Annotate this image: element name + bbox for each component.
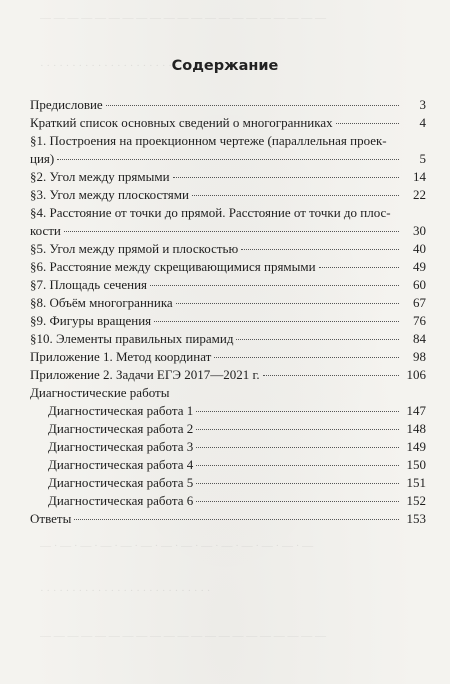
toc-entry-label: Приложение 1. Метод координат: [30, 349, 212, 364]
toc-entry-wrapped: [30, 204, 426, 240]
toc-entry-label-line2: ция): [30, 151, 55, 166]
toc-page-number: 3: [419, 97, 426, 112]
toc-entry-label: Диагностическая работа 2: [48, 421, 194, 436]
toc-entry: [30, 420, 426, 438]
toc-entry-label: §6. Расстояние между скрещивающимися прямыми: [30, 259, 316, 274]
dot-leader: [57, 159, 399, 160]
toc-page-number: 148: [406, 421, 426, 436]
page-title: Содержание: [171, 58, 279, 74]
toc-entry: [30, 438, 426, 456]
toc-page-number: 4: [419, 115, 426, 130]
toc-section-heading: [30, 384, 426, 402]
toc-entry-label: §10. Элементы правильных пирамид: [30, 331, 234, 346]
toc-entry-label: Диагностическая работа 3: [48, 439, 194, 454]
toc-entry-label: §3. Угол между плоскостями: [30, 187, 189, 202]
toc-entry: [30, 114, 426, 132]
toc-entry: [30, 348, 426, 366]
toc-page-number: 106: [406, 367, 426, 382]
dot-leader: [196, 447, 399, 448]
bleed-through-text: — — — — — — — — — — — — — — — — — — — — —: [40, 12, 326, 24]
toc-entry: [30, 168, 426, 186]
bleed-through-text: — · — · — · — · — · — · — · — · — · — · — · — · — · —: [40, 540, 314, 552]
toc-page-number: 98: [413, 349, 426, 364]
bleed-through-text: — — — — — — — — — — — — — — — — — — — — —: [40, 630, 326, 642]
dot-leader: [64, 231, 399, 232]
toc-page-number: 151: [406, 475, 426, 490]
toc-page-number: 76: [413, 313, 426, 328]
toc-page-number: 67: [413, 295, 426, 310]
toc-entry-label-line1: §1. Построения на проекционном чертеже (параллельная проек-: [30, 133, 387, 148]
bleed-through-text: · · · · · · · · · · · · · · · · · · · · · · · · · · ·: [40, 60, 211, 72]
dot-leader: [336, 123, 399, 124]
toc-page-number: 60: [413, 277, 426, 292]
dot-leader: [154, 321, 399, 322]
toc-entry-label: Диагностическая работа 5: [48, 475, 194, 490]
toc-entry-label: §9. Фигуры вращения: [30, 313, 152, 328]
toc-entry-label: Диагностическая работа 4: [48, 457, 194, 472]
dot-leader: [196, 501, 399, 502]
toc-entry-label: Диагностическая работа 1: [48, 403, 194, 418]
toc-entry: [30, 474, 426, 492]
toc-page-number: 150: [406, 457, 426, 472]
dot-leader: [74, 519, 399, 520]
toc-page-number: 84: [413, 331, 426, 346]
toc-page-number: 153: [406, 511, 426, 526]
toc-entry-label: §8. Объём многогранника: [30, 295, 173, 310]
toc-entry: [30, 240, 426, 258]
dot-leader: [106, 105, 399, 106]
dot-leader: [319, 267, 399, 268]
toc-page-number: 22: [413, 187, 426, 202]
toc-entry: [30, 366, 426, 384]
toc-entry: [30, 258, 426, 276]
toc-page-number: 147: [406, 403, 426, 418]
toc-entry: [30, 96, 426, 114]
toc-page-number: 49: [413, 259, 426, 274]
toc-entry-label: Краткий список основных сведений о многогранниках: [30, 115, 333, 130]
toc-entry-label: §2. Угол между прямыми: [30, 169, 170, 184]
toc-page-number: 40: [413, 241, 426, 256]
toc-entry-label: Приложение 2. Задачи ЕГЭ 2017—2021 г.: [30, 367, 260, 382]
toc-entry-label-line2: кости: [30, 223, 61, 238]
toc-entry: [30, 510, 426, 528]
toc-entry: [30, 186, 426, 204]
toc-entry-label: §5. Угол между прямой и плоскостью: [30, 241, 239, 256]
dot-leader: [192, 195, 399, 196]
toc-entry: [30, 312, 426, 330]
toc-entry: [30, 276, 426, 294]
dot-leader: [196, 411, 399, 412]
bleed-through-text: · · · · · · · · · · · · · · · · · · · · · · · · · · ·: [40, 585, 211, 597]
toc-entry-label-line1: §4. Расстояние от точки до прямой. Расстояние от точки до плос-: [30, 205, 391, 220]
dot-leader: [263, 375, 399, 376]
toc-entry-label: Диагностическая работа 6: [48, 493, 194, 508]
dot-leader: [196, 429, 399, 430]
toc-page-number: 152: [406, 493, 426, 508]
dot-leader: [150, 285, 399, 286]
toc-page-number: 5: [419, 151, 426, 166]
dot-leader: [214, 357, 399, 358]
toc-page-number: 30: [413, 223, 426, 238]
toc-entry-label: Предисловие: [30, 97, 103, 112]
toc-page-number: 14: [413, 169, 426, 184]
toc-entry: [30, 330, 426, 348]
toc-entry-label: §7. Площадь сечения: [30, 277, 148, 292]
toc-entry-label: Ответы: [30, 511, 72, 526]
dot-leader: [196, 483, 399, 484]
toc-entry: [30, 402, 426, 420]
toc-entry-wrapped: [30, 132, 426, 168]
toc-entry-label: Диагностические работы: [30, 385, 170, 400]
dot-leader: [236, 339, 399, 340]
dot-leader: [173, 177, 399, 178]
dot-leader: [196, 465, 399, 466]
toc-entry: [30, 294, 426, 312]
table-of-contents: [30, 96, 426, 528]
dot-leader: [241, 249, 399, 250]
toc-page-number: 149: [406, 439, 426, 454]
toc-entry: [30, 492, 426, 510]
dot-leader: [176, 303, 399, 304]
toc-entry: [30, 456, 426, 474]
